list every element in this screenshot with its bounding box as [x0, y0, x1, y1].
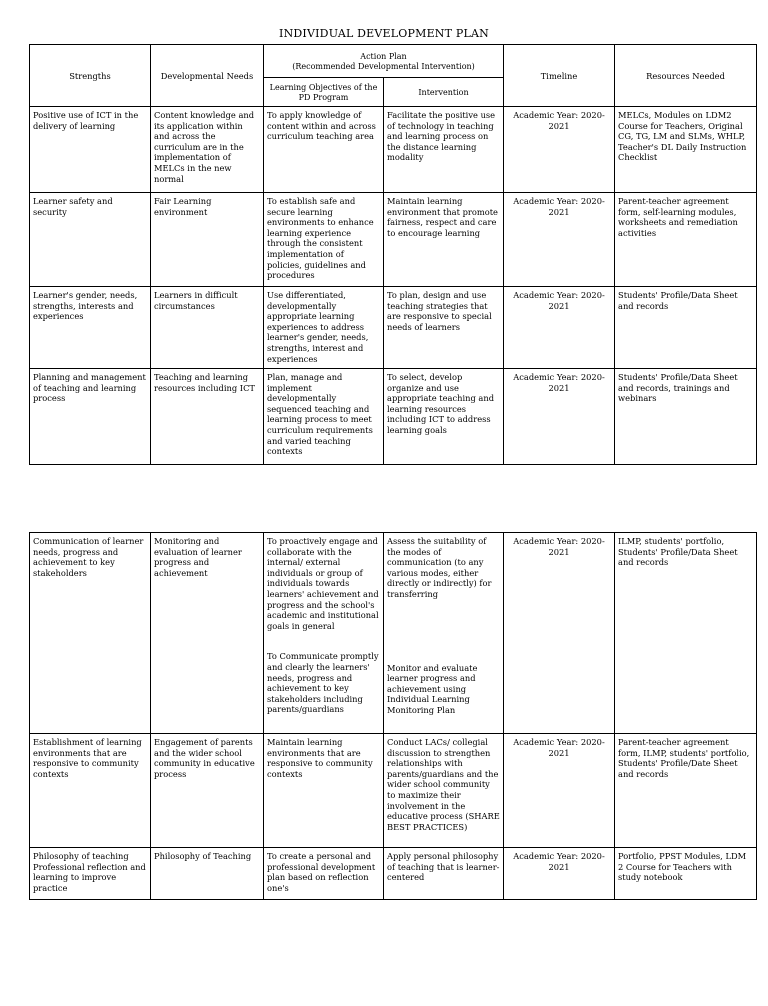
- timeline-cell: Academic Year: 2020-2021: [504, 107, 615, 193]
- intervention-text: Assess the suitability of the modes of communication (to any various modes, either directly or indirectly) for transferring: [387, 536, 492, 599]
- intervention-text-2: Monitor and evaluate learner progress and achievement using Individual Learning Monitoring Plan: [387, 662, 478, 715]
- objective-text: To proactively engage and collaborate with the internal/ external individuals or group of individuals towards learners' achievement and progress and the school's academic and institutional goals in general: [267, 536, 379, 631]
- intervention-cell: To select, develop organize and use appropriate teaching and learning resources including ICT to address learning goals: [384, 369, 504, 465]
- need-cell: Teaching and learning resources including ICT: [151, 369, 264, 465]
- strength-cell: Philosophy of teaching Professional reflection and learning to improve practice: [30, 848, 151, 900]
- timeline-cell: Academic Year: 2020-2021: [504, 287, 615, 369]
- header-timeline: Timeline: [504, 45, 615, 107]
- table-row: [30, 369, 757, 465]
- objective-cell: To create a personal and professional development plan based on reflection one's: [264, 848, 384, 900]
- objective-text-2: To Communicate promptly and clearly the learners' needs, progress and achievement to key stakeholders including parents/guardians: [267, 651, 379, 715]
- resources-cell: Parent-teacher agreement form, self-learning modules, worksheets and remediation activities: [615, 193, 757, 287]
- need-cell: Philosophy of Teaching: [151, 848, 264, 900]
- need-cell: Engagement of parents and the wider school community in educative process: [151, 734, 264, 848]
- header-action-plan: [264, 45, 504, 78]
- resources-cell: Students' Profile/Data Sheet and records: [615, 287, 757, 369]
- strength-cell: Learner safety and security: [30, 193, 151, 287]
- objective-cell: [264, 533, 384, 734]
- development-plan-table: [29, 44, 757, 465]
- timeline-cell: Academic Year: 2020-2021: [504, 533, 615, 734]
- timeline-cell: Academic Year: 2020-2021: [504, 734, 615, 848]
- need-cell: Content knowledge and its application within and across the curriculum are in the implementation of MELCs in the new normal: [151, 107, 264, 193]
- need-cell: Learners in difficult circumstances: [151, 287, 264, 369]
- objective-cell: Maintain learning environments that are responsive to community contexts: [264, 734, 384, 848]
- objective-cell: Plan, manage and implement developmentally sequenced teaching and learning process to meet curriculum requirements and varied teaching contexts: [264, 369, 384, 465]
- page-title: INDIVIDUAL DEVELOPMENT PLAN: [279, 27, 489, 40]
- objective-cell: To apply knowledge of content within and across curriculum teaching area: [264, 107, 384, 193]
- development-plan-table-continued: [29, 532, 757, 900]
- table-row: [30, 734, 757, 848]
- header-action-plan-label: Action Plan: [360, 51, 407, 61]
- strength-cell: Positive use of ICT in the delivery of learning: [30, 107, 151, 193]
- resources-cell: Parent-teacher agreement form, ILMP, students' portfolio, Students' Profile/Date Sheet and records: [615, 734, 757, 848]
- table-row: [30, 107, 757, 193]
- timeline-cell: Academic Year: 2020-2021: [504, 848, 615, 900]
- table-row: [30, 848, 757, 900]
- resources-cell: MELCs, Modules on LDM2 Course for Teachers, Original CG, TG, LM and SLMs, WHLP, Teacher's DL Daily Instruction Checklist: [615, 107, 757, 193]
- objective-cell: To establish safe and secure learning environments to enhance learning experience through the consistent implementation of policies, guidelines and procedures: [264, 193, 384, 287]
- header-learning-objectives: Learning Objectives of the PD Program: [264, 78, 384, 107]
- resources-cell: Students' Profile/Data Sheet and records, trainings and webinars: [615, 369, 757, 465]
- strength-cell: Learner's gender, needs, strengths, interests and experiences: [30, 287, 151, 369]
- table-row: [30, 193, 757, 287]
- timeline-cell: Academic Year: 2020-2021: [504, 193, 615, 287]
- resources-cell: Portfolio, PPST Modules, LDM 2 Course for Teachers with study notebook: [615, 848, 757, 900]
- intervention-cell: Maintain learning environment that promote fairness, respect and care to encourage learning: [384, 193, 504, 287]
- resources-cell: ILMP, students' portfolio, Students' Profile/Data Sheet and records: [615, 533, 757, 734]
- timeline-cell: Academic Year: 2020-2021: [504, 369, 615, 465]
- header-developmental-needs: Developmental Needs: [151, 45, 264, 107]
- intervention-cell: Conduct LACs/ collegial discussion to strengthen relationships with parents/guardians and the wider school community to maximize their involvement in the educative process (SHARE BEST PRACTICES): [384, 734, 504, 848]
- header-intervention: Intervention: [384, 78, 504, 107]
- header-strengths: Strengths: [30, 45, 151, 107]
- strength-cell: Establishment of learning environments that are responsive to community contexts: [30, 734, 151, 848]
- intervention-cell: [384, 533, 504, 734]
- intervention-cell: Apply personal philosophy of teaching that is learner-centered: [384, 848, 504, 900]
- objective-cell: Use differentiated, developmentally appropriate learning experiences to address learner's gender, needs, strengths, interest and experiences: [264, 287, 384, 369]
- strength-cell: Communication of learner needs, progress and achievement to key stakeholders: [30, 533, 151, 734]
- intervention-cell: Facilitate the positive use of technology in teaching and learning process on the distance learning modality: [384, 107, 504, 193]
- table-row: [30, 287, 757, 369]
- strength-cell: Planning and management of teaching and learning process: [30, 369, 151, 465]
- need-cell: Fair Learning environment: [151, 193, 264, 287]
- need-cell: Monitoring and evaluation of learner progress and achievement: [151, 533, 264, 734]
- intervention-cell: To plan, design and use teaching strategies that are responsive to special needs of learners: [384, 287, 504, 369]
- header-action-plan-sub: (Recommended Developmental Intervention): [292, 61, 475, 71]
- header-resources: Resources Needed: [615, 45, 757, 107]
- table-row: [30, 533, 757, 734]
